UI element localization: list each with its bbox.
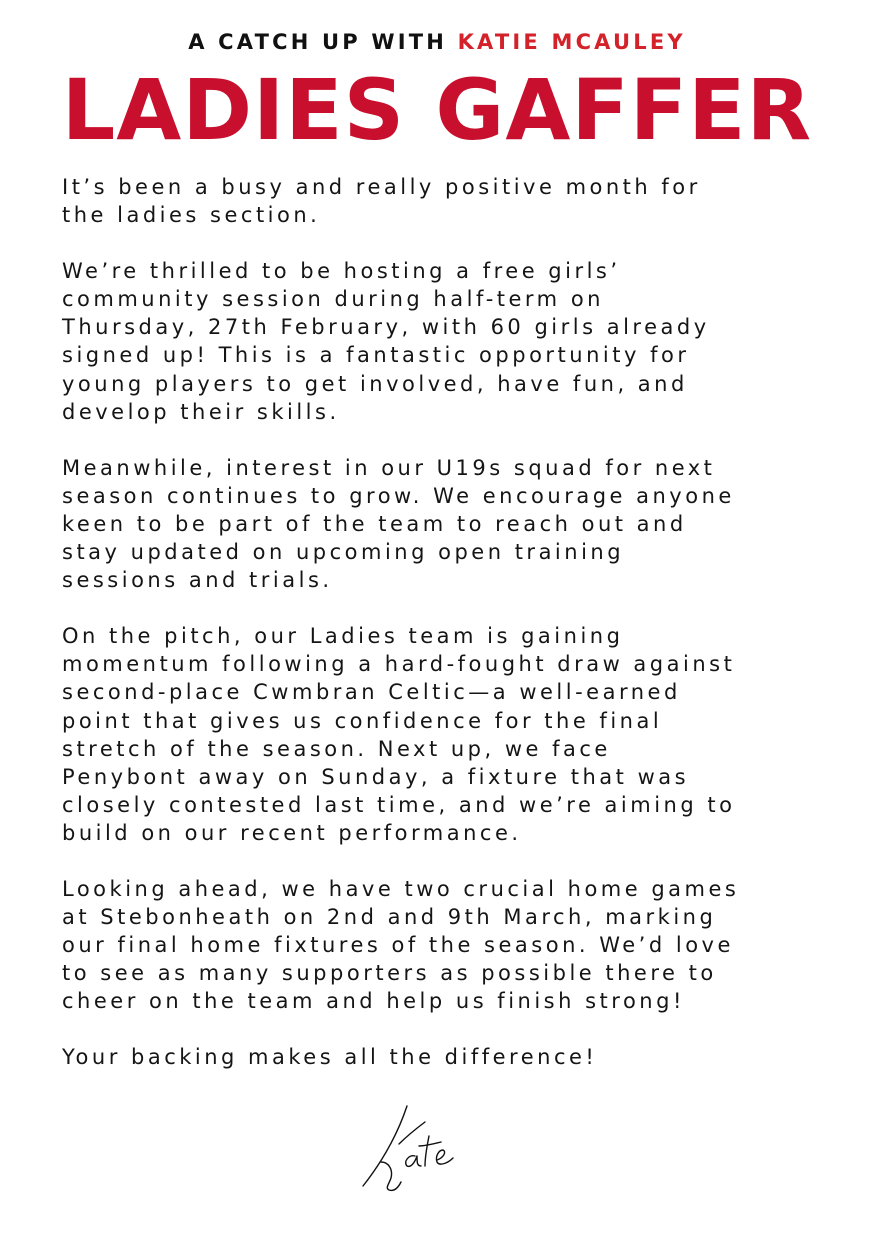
paragraph-community-session <box>62 257 842 426</box>
text-line: We’re thrilled to be hosting a free girls’ <box>62 259 621 284</box>
text-line: the ladies section. <box>62 203 321 228</box>
text-line: On the pitch, our Ladies team is gaining <box>62 624 624 649</box>
article-headline: LADIES GAFFER <box>61 61 813 159</box>
text-line: build on our recent performance. <box>62 820 522 845</box>
article-kicker <box>0 30 874 54</box>
kicker-prefix: A CATCH UP WITH <box>188 30 458 54</box>
text-line: Meanwhile, interest in our U19s squad for next <box>62 455 716 480</box>
text-line: stretch of the season. Next up, we face <box>62 736 611 761</box>
article-body <box>62 173 842 1100</box>
text-line: closely contested last time, and we’re aiming to <box>62 792 736 817</box>
text-line: Your backing makes all the difference! <box>62 1045 598 1070</box>
paragraph-intro <box>62 173 842 229</box>
text-line: to see as many supporters as possible there to <box>62 961 717 986</box>
text-line: our final home fixtures of the season. We’d love <box>62 933 734 958</box>
handwritten-signature-icon <box>355 1100 475 1196</box>
text-line: community session during half-term on <box>62 287 604 312</box>
paragraph-looking-ahead <box>62 875 842 1015</box>
text-line: sessions and trials. <box>62 568 333 593</box>
text-line: signed up! This is a fantastic opportunity for <box>62 343 690 368</box>
text-line: It’s been a busy and really positive month for <box>62 175 701 199</box>
text-line: Thursday, 27th February, with 60 girls already <box>62 315 710 340</box>
paragraph-u19s <box>62 454 842 594</box>
kicker-author-name: KATIE MCAULEY <box>457 30 686 54</box>
text-line: develop their skills. <box>62 399 340 424</box>
text-line: young players to get involved, have fun, and <box>62 371 688 396</box>
text-line: keen to be part of the team to reach out and <box>62 511 687 536</box>
text-line: second-place Cwmbran Celtic—a well-earned <box>62 680 681 705</box>
text-line: Penybont away on Sunday, a fixture that was <box>62 764 690 789</box>
text-line: stay updated on upcoming open training <box>62 540 625 565</box>
text-line: at Stebonheath on 2nd and 9th March, marking <box>62 905 717 930</box>
text-line: cheer on the team and help us finish strong! <box>62 989 685 1014</box>
text-line: Looking ahead, we have two crucial home games <box>62 876 740 901</box>
paragraph-closing <box>62 1043 842 1071</box>
text-line: momentum following a hard-fought draw against <box>62 652 736 677</box>
text-line: season continues to grow. We encourage anyone <box>62 483 735 508</box>
paragraph-on-the-pitch <box>62 622 842 847</box>
text-line: point that gives us confidence for the final <box>62 708 663 733</box>
